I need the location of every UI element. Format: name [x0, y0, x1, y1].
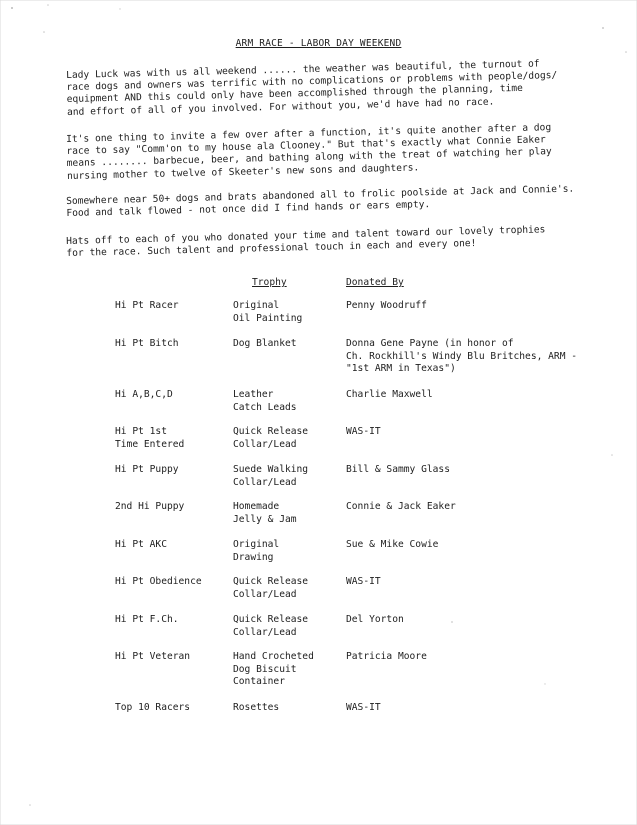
paragraph-intro: Lady Luck was with us all weekend ...... the weather was beautiful, the turnout of race dogs and owners was terrific with no complications or problems with people/dogs/ equipment AND this could only have been accomplished through the planning, time and effort of all of you involved. For without you, we'd have had no race.	[66, 58, 558, 118]
title-text: ARM RACE - LABOR DAY WEEKEND	[235, 38, 402, 49]
award-cell: Hi Pt AKC	[115, 539, 167, 550]
trophy-cell: Original Oil Painting	[233, 300, 303, 324]
donor-cell: WAS-IT	[346, 576, 381, 587]
award-cell: 2nd Hi Puppy	[115, 501, 185, 512]
trophy-cell: Original Drawing	[233, 539, 280, 563]
donor-cell: Bill & Sammy Glass	[346, 464, 450, 475]
award-cell: Hi Pt Veteran	[115, 651, 191, 662]
award-cell: Hi Pt Racer	[115, 300, 179, 311]
document-title	[0, 38, 637, 49]
paragraph-host: It's one thing to invite a few over after a function, it's quite another after a dog race to say "Comm'on to my house ala Clooney." But that's exactly what Connie Eaker means ........ barbecue, beer, and bathing along with the treat of watching her play nursing mother to twelve of Skeeter's new sons and daughters.	[66, 122, 552, 182]
trophy-cell: Quick Release Collar/Lead	[233, 576, 309, 600]
column-header-donor: Donated By	[346, 277, 404, 288]
award-cell: Hi Pt 1st Time Entered	[115, 426, 185, 450]
trophy-cell: Dog Blanket	[233, 338, 297, 349]
donor-cell: Penny Woodruff	[346, 300, 427, 311]
award-cell: Hi Pt Obedience	[115, 576, 202, 587]
donor-cell: Del Yorton	[346, 614, 404, 625]
trophy-cell: Hand Crocheted Dog Biscuit Container	[233, 651, 314, 688]
trophy-cell: Rosettes	[233, 702, 280, 713]
donor-cell: WAS-IT	[346, 702, 381, 713]
trophy-cell: Quick Release Collar/Lead	[233, 426, 309, 450]
paragraph-gathering: Somewhere near 50+ dogs and brats abandoned all to frolic poolside at Jack and Connie's. Food and talk flowed - not once did I find hands or ears empty.	[66, 183, 575, 220]
award-cell: Hi Pt Puppy	[115, 464, 179, 475]
donor-cell: Connie & Jack Eaker	[346, 501, 456, 512]
award-cell: Top 10 Racers	[115, 702, 191, 713]
award-cell: Hi Pt F.Ch.	[115, 614, 179, 625]
donor-cell: Patricia Moore	[346, 651, 427, 662]
award-cell: Hi Pt Bitch	[115, 338, 179, 349]
donor-cell: Donna Gene Payne (in honor of Ch. Rockhill's Windy Blu Britches, ARM - "1st ARM in Texas")	[346, 338, 578, 375]
paragraph-thanks: Hats off to each of you who donated your time and talent toward our lovely trophies for the race. Such talent and professional touch in each and every one!	[66, 224, 546, 260]
donor-cell: Charlie Maxwell	[346, 389, 433, 400]
trophy-cell: Leather Catch Leads	[233, 389, 297, 413]
award-cell: Hi A,B,C,D	[115, 389, 173, 400]
column-header-trophy: Trophy	[252, 277, 287, 288]
trophy-cell: Quick Release Collar/Lead	[233, 614, 309, 638]
trophy-cell: Suede Walking Collar/Lead	[233, 464, 309, 488]
donor-cell: WAS-IT	[346, 426, 381, 437]
donor-cell: Sue & Mike Cowie	[346, 539, 439, 550]
trophy-cell: Homemade Jelly & Jam	[233, 501, 297, 525]
